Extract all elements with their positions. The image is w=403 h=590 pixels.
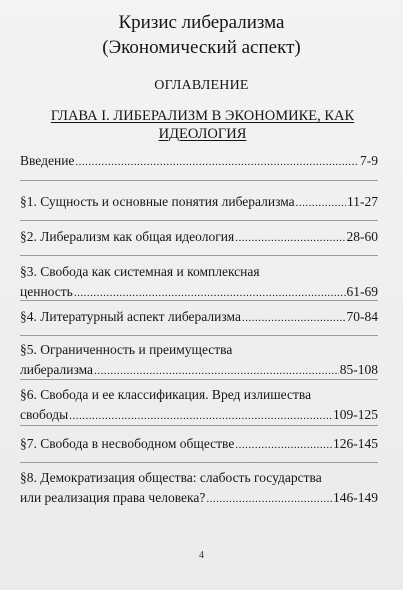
toc-entry-section-6 (20, 386, 378, 425)
toc-entry-section-4 (20, 308, 378, 327)
toc-entry-text-line1: §8. Демократизация общества: слабость государства (20, 470, 322, 485)
toc-entry-text: Введение (20, 153, 75, 168)
dot-leader (242, 310, 346, 327)
toc-entry-text: либерализма (20, 362, 94, 377)
toc-heading: ОГЛАВЛЕНИЕ (154, 78, 249, 93)
toc-entry-pages: 11-27 (347, 194, 378, 209)
toc-entry-text: ценность (20, 284, 73, 299)
page-number: 4 (199, 550, 204, 561)
toc-entry-text-line1: §6. Свобода и ее классификация. Вред излишества (20, 387, 312, 402)
separator-line (20, 180, 378, 181)
toc-entry-text-line1: §5. Ограниченность и преимущества (20, 342, 233, 357)
separator-line (20, 220, 378, 221)
toc-entry-pages: 7-9 (360, 153, 378, 168)
dot-leader (75, 154, 359, 171)
toc-entry-section-5 (20, 341, 378, 380)
chapter-title: ГЛАВА I. ЛИБЕРАЛИЗМ В ЭКОНОМИКЕ, КАК ИДЕОЛОГИЯ (50, 108, 355, 142)
dot-leader (206, 491, 332, 508)
separator-line (20, 255, 378, 256)
dot-leader (69, 408, 332, 425)
toc-entry-section-2 (20, 228, 378, 247)
toc-entry-text: §4. Литературный аспект либерализма (20, 309, 241, 324)
toc-entry-section-7 (20, 435, 378, 454)
dot-leader (296, 195, 346, 212)
toc-entry-pages: 146-149 (333, 490, 378, 505)
toc-entry-text: свободы (20, 407, 69, 422)
toc-entry-text: §1. Сущность и основные понятия либерализма (20, 194, 295, 209)
toc-entry-section-8 (20, 469, 378, 508)
toc-entry-pages: 109-125 (333, 407, 378, 422)
dot-leader (94, 363, 339, 380)
toc-entry-section-1 (20, 193, 378, 212)
toc-entry-text: §7. Свобода в несвободном обществе (20, 436, 235, 451)
separator-line (20, 300, 378, 301)
toc-entry-pages: 85-108 (339, 362, 378, 377)
toc-entry-text-line1: §3. Свобода как системная и комплексная (20, 264, 260, 279)
toc-entry-section-3 (20, 263, 378, 302)
toc-entry-pages: 28-60 (346, 229, 378, 244)
separator-line (20, 379, 378, 380)
toc-entry-text: или реализация права человека? (20, 490, 206, 505)
toc-entry-pages: 126-145 (333, 436, 378, 451)
separator-line (20, 335, 378, 336)
toc-entry-pages: 61-69 (346, 284, 378, 299)
toc-entry-text: §2. Либерализм как общая идеология (20, 229, 235, 244)
toc-entry-introduction (20, 152, 378, 171)
separator-line (20, 462, 378, 463)
book-subtitle: (Экономический аспект) (102, 37, 301, 58)
dot-leader (235, 437, 332, 454)
toc-entry-pages: 70-84 (346, 309, 378, 324)
dot-leader (235, 230, 345, 247)
book-title: Кризис либерализма (118, 12, 285, 33)
separator-line (20, 425, 378, 426)
